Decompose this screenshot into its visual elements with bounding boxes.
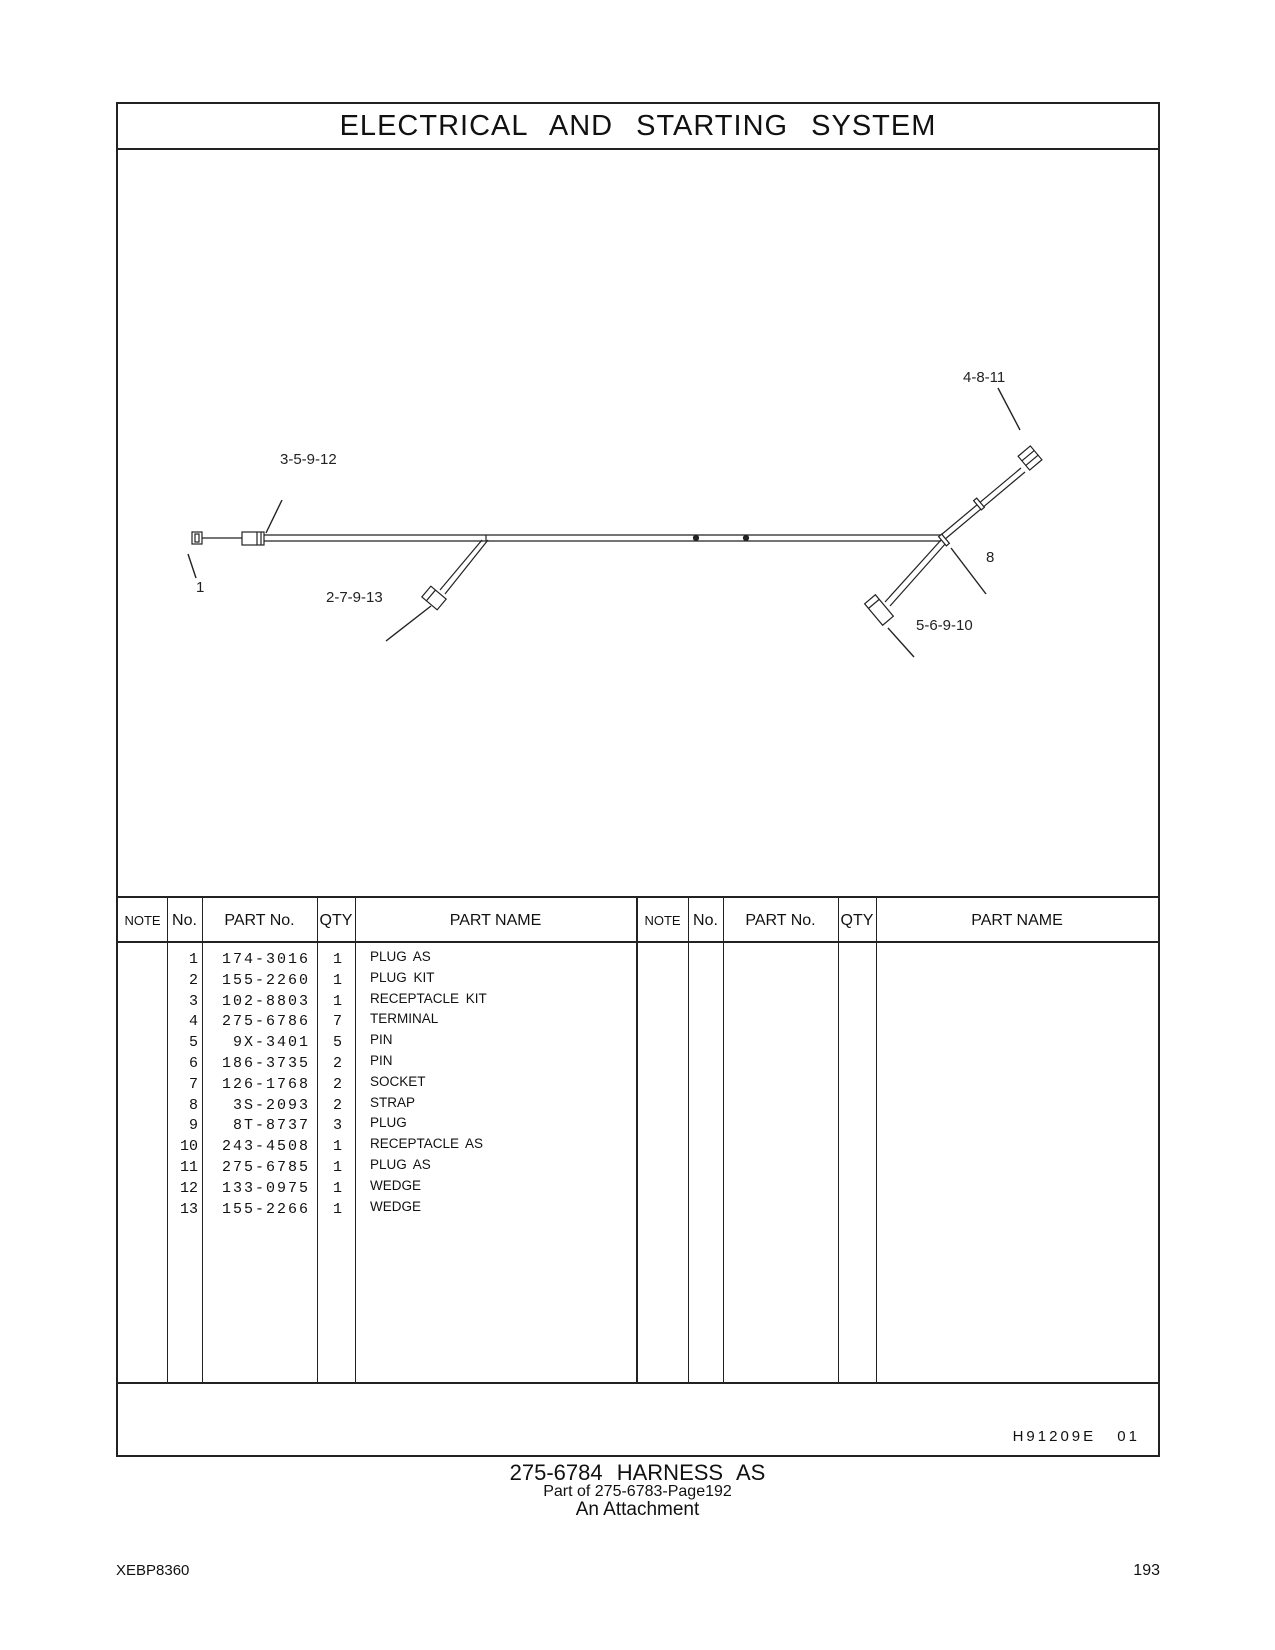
ref-code-area [118, 1384, 1158, 1457]
harness-diagram [118, 150, 1158, 898]
document-id: XEBP8360 [116, 1562, 190, 1579]
table-row [118, 1176, 1158, 1198]
callout-5-6-9-10: 5-6-9-10 [916, 617, 973, 634]
part-number: 102-8803 [221, 992, 310, 1010]
page-number: 193 [1133, 1562, 1160, 1579]
quantity: 2 [332, 1055, 342, 1072]
item-number: 10 [179, 1138, 198, 1156]
header-part-name-right: PART NAME [971, 911, 1063, 929]
part-number: 155-2266 [221, 1200, 310, 1218]
callout-4-8-11: 4-8-11 [963, 369, 1006, 386]
harness-drawing [118, 150, 1158, 898]
branch-down-b [890, 543, 946, 606]
part-number: 3S-2093 [232, 1096, 310, 1114]
part-name: WEDGE [370, 1177, 422, 1193]
callout-2-7-9-13: 2-7-9-13 [326, 589, 383, 606]
quantity: 1 [332, 1138, 342, 1156]
section-title: ELECTRICAL AND STARTING SYSTEM [118, 104, 1158, 150]
table-row [118, 1155, 1158, 1177]
header-qty: QTY [319, 911, 353, 929]
branch-up-b [944, 472, 1025, 540]
part-name: PLUG AS [370, 1157, 431, 1172]
part-number: 155-2260 [221, 971, 310, 989]
item-number: 2 [188, 971, 198, 989]
quantity: 1 [332, 951, 342, 968]
branch-up-a [941, 468, 1021, 535]
branch-left-b [445, 540, 488, 594]
page-frame [116, 102, 1160, 1457]
table-row [118, 1113, 1158, 1135]
part-name: TERMINAL [370, 1011, 439, 1027]
header-part-no-right: PART No. [745, 911, 816, 929]
parts-table [118, 898, 1158, 1384]
part-name: RECEPTACLE AS [370, 1136, 484, 1152]
header-note: NOTE [124, 913, 161, 928]
quantity: 1 [332, 1200, 342, 1218]
table-row [118, 1197, 1158, 1219]
part-name: PIN [370, 1053, 393, 1068]
item-number: 8 [188, 1096, 198, 1114]
part-name: WEDGE [370, 1198, 422, 1214]
quantity: 5 [332, 1034, 342, 1052]
table-row [118, 1093, 1158, 1115]
header-part-name: PART NAME [449, 911, 542, 929]
callout-3-5-9-12: 3-5-9-12 [280, 451, 337, 468]
part-name: PIN [370, 1032, 393, 1048]
branch-down-a [885, 540, 941, 602]
header-no: No. [172, 911, 197, 929]
callout-1: 1 [196, 579, 205, 596]
header-part-no: PART No. [224, 911, 295, 929]
quantity: 7 [332, 1013, 342, 1031]
plug-as-connector [1018, 446, 1042, 470]
illustration-ref-code: H91209E 01 [1012, 1428, 1140, 1445]
part-number: 8T-8737 [232, 1117, 310, 1135]
item-number: 13 [179, 1200, 198, 1218]
item-number: 5 [188, 1034, 198, 1052]
table-header [118, 898, 1158, 943]
item-number: 9 [188, 1117, 198, 1135]
table-row [118, 1030, 1158, 1052]
part-name: STRAP [370, 1094, 416, 1110]
part-number: 174-3016 [221, 951, 310, 968]
table-row [118, 947, 1158, 969]
quantity: 2 [332, 1075, 342, 1093]
part-number: 275-6786 [221, 1013, 310, 1031]
quantity: 1 [332, 992, 342, 1010]
table-row [118, 1072, 1158, 1094]
item-number: 12 [179, 1179, 198, 1197]
quantity: 1 [332, 1159, 342, 1176]
table-row [118, 1009, 1158, 1031]
part-name: PLUG [370, 1115, 407, 1131]
part-name: PLUG AS [370, 949, 431, 964]
plug-kit-connector [422, 586, 446, 610]
header-note-right: NOTE [644, 913, 681, 928]
item-number: 1 [188, 951, 198, 968]
assembly-title: 275-6784 HARNESS AS [509, 1460, 766, 1485]
item-number: 6 [188, 1055, 198, 1072]
part-number: 186-3735 [221, 1055, 310, 1072]
item-number: 3 [188, 992, 198, 1010]
quantity: 3 [332, 1117, 342, 1135]
part-number: 133-0975 [221, 1179, 310, 1197]
quantity: 1 [332, 1179, 342, 1197]
item-number: 4 [188, 1013, 198, 1031]
part-number: 126-1768 [221, 1075, 310, 1093]
quantity: 2 [332, 1096, 342, 1114]
header-no-right: No. [693, 911, 718, 929]
part-name: PLUG KIT [370, 969, 435, 985]
item-number: 11 [179, 1159, 198, 1176]
table-row [118, 968, 1158, 990]
item-number: 7 [188, 1075, 198, 1093]
part-name: RECEPTACLE KIT [370, 990, 487, 1006]
header-qty-right: QTY [840, 911, 874, 929]
part-number: 275-6785 [221, 1159, 310, 1176]
table-row [118, 989, 1158, 1011]
assembly-part-of: Part of 275-6783-Page192 [543, 1483, 732, 1500]
part-number: 243-4508 [221, 1138, 310, 1156]
assembly-attachment: An Attachment [575, 1499, 700, 1520]
quantity: 1 [332, 971, 342, 989]
table-row [118, 1051, 1158, 1073]
callout-8: 8 [986, 549, 995, 566]
part-number: 9X-3401 [232, 1034, 310, 1052]
table-row [118, 1134, 1158, 1156]
part-name: SOCKET [370, 1073, 426, 1089]
branch-left-a [440, 540, 482, 590]
